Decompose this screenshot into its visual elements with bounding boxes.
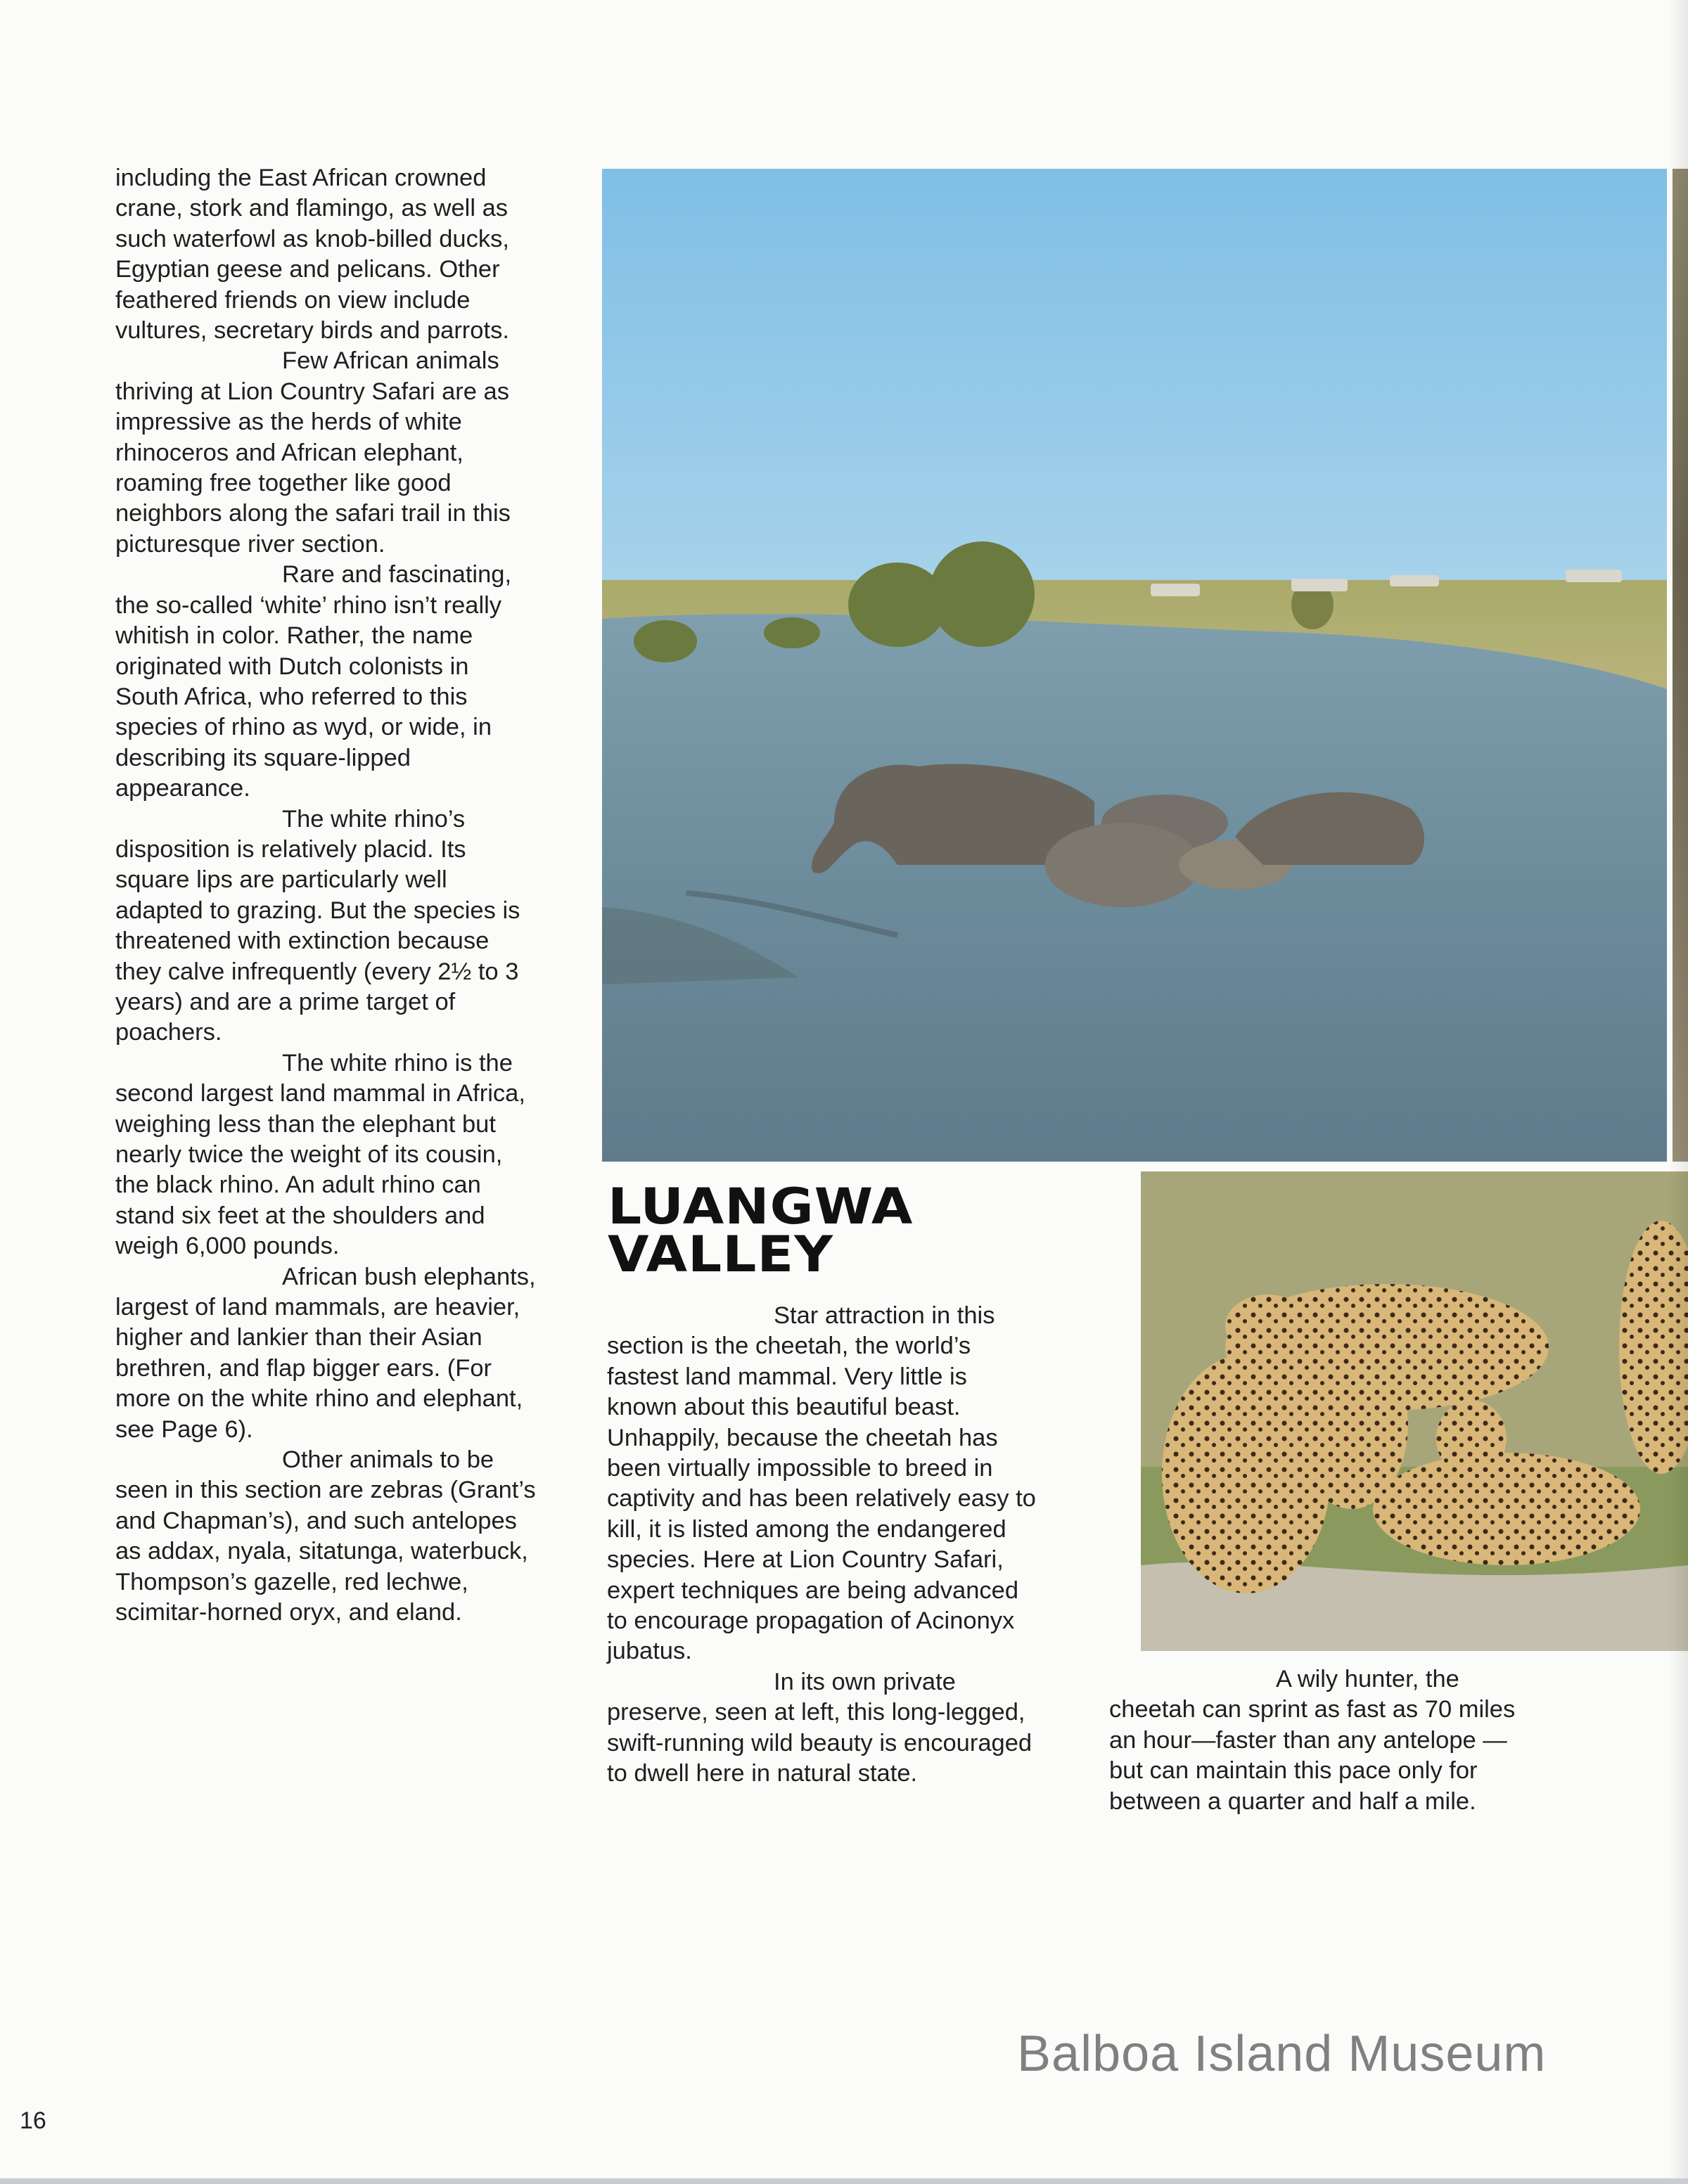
cheetahs-photo — [1141, 1171, 1688, 1651]
heading-line-1: LUANGWA — [608, 1178, 914, 1235]
cheetah-caption — [1109, 1664, 1531, 1817]
left-column-text — [115, 163, 537, 1629]
bottom-edge — [0, 2178, 1688, 2184]
heading-line-2: VALLEY — [608, 1226, 834, 1283]
paragraph: The white rhino’s disposition is relatively placid. Its square lips are particularly well adapted to grazing. But the species is threatened with extinction because they calve infrequently (every 2½ to 3 years) and are a prime target of poachers. — [115, 805, 520, 1046]
middle-column-text — [607, 1301, 1036, 1790]
paragraph: Rare and fascinating, the so-called ‘white’ rhino isn’t really whitish in color. Rather, the name originated with Dutch colonists in South Africa, who referred to this species of rhino as wyd, or wide, in describing its square-lipped appearance. — [115, 561, 512, 802]
paragraph: including the East African crowned crane, stork and flamingo, as well as such waterfowl as knob-billed ducks, Egyptian geese and pelicans. Other feathered friends on view include vultures, secretary birds and parrots. — [115, 165, 509, 345]
paragraph: Star attraction in this section is the cheetah, the world’s fastest land mammal. Very little is known about this beautiful beast. Unhappily, because the cheetah has been virtually impossible to breed in captivity and has been relatively easy to kill, it is listed among the endangered species. Here at Lion Country Safari, expert techniques are being advanced to encourage propagation of Acinonyx jubatus. — [607, 1302, 1036, 1665]
paragraph: African bush elephants, largest of land mammals, are heavier, higher and lankier than their Asian brethren, and flap bigger ears. (For more on the white rhino and elephant, see Page 6). — [115, 1263, 536, 1443]
page-number: 16 — [20, 2107, 46, 2134]
page-gutter-shadow — [1668, 0, 1688, 2184]
caption-text: A wily hunter, the cheetah can sprint as fast as 70 miles an hour—faster than any antelope — but can maintain this pace only for between a quarter and half a mile. — [1109, 1666, 1516, 1815]
section-heading — [608, 1178, 914, 1283]
paragraph: The white rhino is the second largest land mammal in Africa, weighing less than the elephant but nearly twice the weight of its cousin, the black rhino. An adult rhino can stand six feet at the shoulders and weigh 6,000 pounds. — [115, 1049, 525, 1260]
paragraph: Few African animals thriving at Lion Country Safari are as impressive as the herds of white rhinoceros and African elephant, roaming free together like good neighbors along the safari trail in this picturesque river section. — [115, 347, 511, 558]
paragraph: Other animals to be seen in this section are zebras (Grant’s and Chapman’s), and such antelopes as addax, nyala, sitatunga, waterbuck, Thompson’s gazelle, red lechwe, scimitar-horned oryx, and eland. — [115, 1446, 536, 1626]
paragraph: In its own private preserve, seen at left, this long-legged, swift-running wild beauty is encouraged to dwell here in natural state. — [607, 1668, 1032, 1787]
elephants-photo — [602, 169, 1667, 1162]
watermark: Balboa Island Museum — [1017, 2026, 1547, 2082]
